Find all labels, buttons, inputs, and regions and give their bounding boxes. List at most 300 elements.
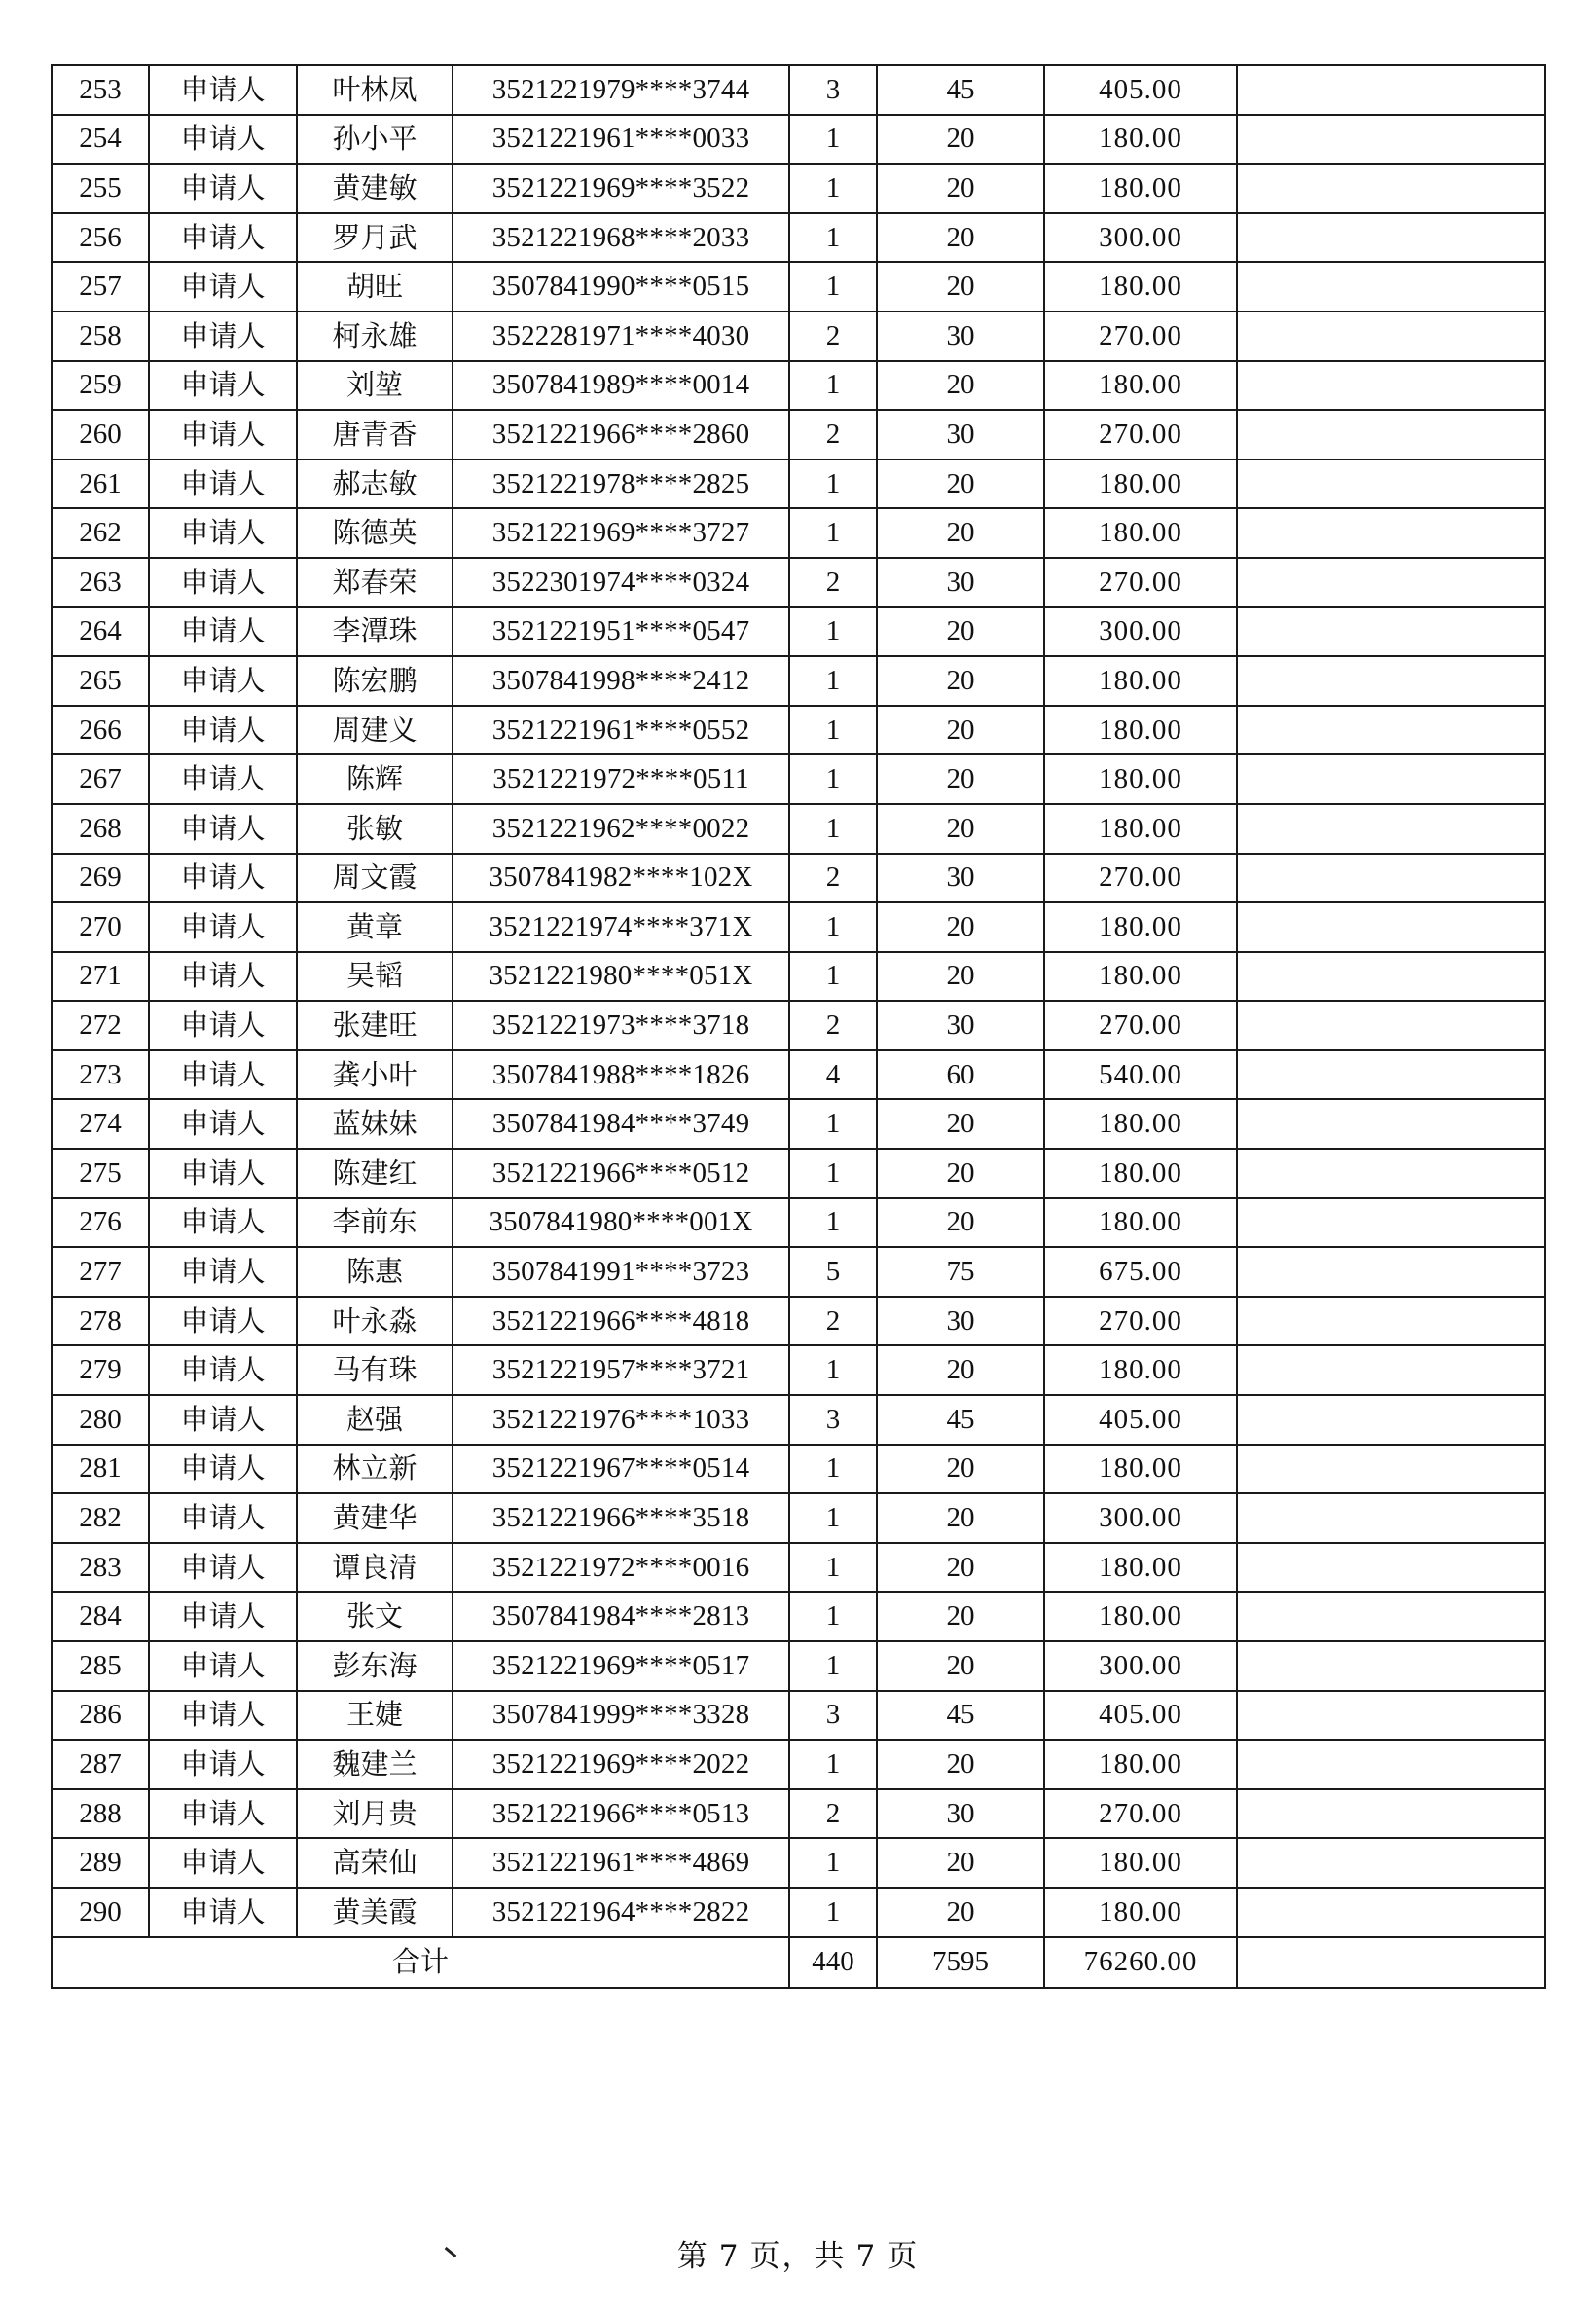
row-role: 申请人 xyxy=(149,1543,297,1593)
row-number: 276 xyxy=(52,1198,149,1248)
row-amount: 180.00 xyxy=(1044,262,1237,312)
row-amount: 300.00 xyxy=(1044,1641,1237,1691)
row-id-number: 3521221967****0514 xyxy=(453,1445,789,1494)
row-amount: 300.00 xyxy=(1044,213,1237,263)
row-role: 申请人 xyxy=(149,1247,297,1297)
row-area: 20 xyxy=(877,164,1044,213)
row-note xyxy=(1237,262,1545,312)
row-id-number: 3507841984****2813 xyxy=(453,1592,789,1641)
row-id-number: 3521221980****051X xyxy=(453,952,789,1002)
row-id-number: 3521221978****2825 xyxy=(453,459,789,509)
row-id-number: 3521221964****2822 xyxy=(453,1888,789,1937)
row-number: 264 xyxy=(52,607,149,657)
row-note xyxy=(1237,1888,1545,1937)
row-id-number: 3521221969****2022 xyxy=(453,1740,789,1789)
row-quantity: 5 xyxy=(789,1247,877,1297)
row-amount: 405.00 xyxy=(1044,1691,1237,1741)
row-number: 286 xyxy=(52,1691,149,1741)
row-name: 蓝妹妹 xyxy=(297,1099,453,1149)
row-quantity: 1 xyxy=(789,952,877,1002)
row-quantity: 2 xyxy=(789,1297,877,1346)
row-id-number: 3507841984****3749 xyxy=(453,1099,789,1149)
row-area: 20 xyxy=(877,459,1044,509)
row-role: 申请人 xyxy=(149,754,297,804)
row-role: 申请人 xyxy=(149,706,297,755)
row-quantity: 1 xyxy=(789,1198,877,1248)
row-name: 马有珠 xyxy=(297,1345,453,1395)
row-quantity: 1 xyxy=(789,164,877,213)
table-row xyxy=(52,656,1545,706)
row-amount: 405.00 xyxy=(1044,1395,1237,1445)
row-amount: 270.00 xyxy=(1044,312,1237,361)
row-id-number: 3522281971****4030 xyxy=(453,312,789,361)
row-number: 254 xyxy=(52,115,149,165)
row-note xyxy=(1237,952,1545,1002)
row-number: 282 xyxy=(52,1493,149,1543)
row-number: 268 xyxy=(52,804,149,854)
row-area: 45 xyxy=(877,65,1044,115)
row-note xyxy=(1237,164,1545,213)
table-row xyxy=(52,508,1545,558)
row-area: 75 xyxy=(877,1247,1044,1297)
row-quantity: 1 xyxy=(789,607,877,657)
row-amount: 270.00 xyxy=(1044,410,1237,459)
row-number: 266 xyxy=(52,706,149,755)
row-quantity: 2 xyxy=(789,558,877,607)
table-row xyxy=(52,706,1545,755)
row-amount: 180.00 xyxy=(1044,1592,1237,1641)
row-area: 20 xyxy=(877,656,1044,706)
row-role: 申请人 xyxy=(149,1641,297,1691)
row-number: 284 xyxy=(52,1592,149,1641)
row-name: 陈建红 xyxy=(297,1149,453,1198)
row-amount: 180.00 xyxy=(1044,706,1237,755)
row-role: 申请人 xyxy=(149,1691,297,1741)
row-area: 20 xyxy=(877,902,1044,952)
row-amount: 180.00 xyxy=(1044,508,1237,558)
row-id-number: 3521221966****3518 xyxy=(453,1493,789,1543)
row-quantity: 1 xyxy=(789,1838,877,1888)
row-number: 278 xyxy=(52,1297,149,1346)
row-amount: 180.00 xyxy=(1044,1345,1237,1395)
row-name: 王婕 xyxy=(297,1691,453,1741)
row-name: 孙小平 xyxy=(297,115,453,165)
row-number: 289 xyxy=(52,1838,149,1888)
table-row xyxy=(52,312,1545,361)
table-row xyxy=(52,1493,1545,1543)
row-note xyxy=(1237,115,1545,165)
row-note xyxy=(1237,1445,1545,1494)
row-area: 30 xyxy=(877,1789,1044,1839)
row-area: 20 xyxy=(877,361,1044,411)
row-note xyxy=(1237,902,1545,952)
row-quantity: 2 xyxy=(789,312,877,361)
row-number: 259 xyxy=(52,361,149,411)
table-row xyxy=(52,1740,1545,1789)
row-id-number: 3521221966****0512 xyxy=(453,1149,789,1198)
row-note xyxy=(1237,706,1545,755)
row-role: 申请人 xyxy=(149,115,297,165)
row-number: 281 xyxy=(52,1445,149,1494)
row-role: 申请人 xyxy=(149,1493,297,1543)
row-id-number: 3521221957****3721 xyxy=(453,1345,789,1395)
table-row xyxy=(52,558,1545,607)
row-amount: 180.00 xyxy=(1044,1149,1237,1198)
total-amount: 76260.00 xyxy=(1044,1937,1237,1988)
row-number: 274 xyxy=(52,1099,149,1149)
row-role: 申请人 xyxy=(149,459,297,509)
row-note xyxy=(1237,1493,1545,1543)
table-row xyxy=(52,607,1545,657)
row-area: 20 xyxy=(877,213,1044,263)
row-id-number: 3521221969****0517 xyxy=(453,1641,789,1691)
table-row xyxy=(52,65,1545,115)
table-row xyxy=(52,804,1545,854)
row-role: 申请人 xyxy=(149,65,297,115)
row-area: 30 xyxy=(877,410,1044,459)
row-note xyxy=(1237,1099,1545,1149)
row-name: 高荣仙 xyxy=(297,1838,453,1888)
table-row xyxy=(52,213,1545,263)
row-quantity: 3 xyxy=(789,65,877,115)
table-row xyxy=(52,854,1545,903)
row-id-number: 3507841982****102X xyxy=(453,854,789,903)
row-quantity: 1 xyxy=(789,1445,877,1494)
row-number: 255 xyxy=(52,164,149,213)
row-note xyxy=(1237,1641,1545,1691)
row-id-number: 3521221966****2860 xyxy=(453,410,789,459)
row-amount: 180.00 xyxy=(1044,1838,1237,1888)
row-name: 吴韬 xyxy=(297,952,453,1002)
row-number: 262 xyxy=(52,508,149,558)
table-row xyxy=(52,1050,1545,1100)
row-number: 257 xyxy=(52,262,149,312)
row-role: 申请人 xyxy=(149,262,297,312)
row-note xyxy=(1237,1691,1545,1741)
row-number: 287 xyxy=(52,1740,149,1789)
table-row xyxy=(52,1345,1545,1395)
row-amount: 405.00 xyxy=(1044,65,1237,115)
row-note xyxy=(1237,1740,1545,1789)
row-id-number: 3521221961****4869 xyxy=(453,1838,789,1888)
row-amount: 180.00 xyxy=(1044,754,1237,804)
row-note xyxy=(1237,1345,1545,1395)
row-role: 申请人 xyxy=(149,164,297,213)
row-number: 267 xyxy=(52,754,149,804)
row-note xyxy=(1237,1149,1545,1198)
row-role: 申请人 xyxy=(149,1445,297,1494)
row-quantity: 1 xyxy=(789,1345,877,1395)
row-id-number: 3521221974****371X xyxy=(453,902,789,952)
row-area: 45 xyxy=(877,1395,1044,1445)
row-quantity: 2 xyxy=(789,854,877,903)
row-number: 288 xyxy=(52,1789,149,1839)
row-id-number: 3521221968****2033 xyxy=(453,213,789,263)
row-note xyxy=(1237,213,1545,263)
row-name: 叶林凤 xyxy=(297,65,453,115)
row-quantity: 1 xyxy=(789,1740,877,1789)
row-note xyxy=(1237,1543,1545,1593)
row-id-number: 3521221973****3718 xyxy=(453,1001,789,1050)
row-amount: 270.00 xyxy=(1044,1001,1237,1050)
row-name: 龚小叶 xyxy=(297,1050,453,1100)
row-name: 张建旺 xyxy=(297,1001,453,1050)
row-id-number: 3521221972****0016 xyxy=(453,1543,789,1593)
row-note xyxy=(1237,754,1545,804)
row-id-number: 3521221962****0022 xyxy=(453,804,789,854)
row-area: 20 xyxy=(877,1493,1044,1543)
row-quantity: 1 xyxy=(789,1592,877,1641)
row-id-number: 3522301974****0324 xyxy=(453,558,789,607)
table-row xyxy=(52,1247,1545,1297)
row-note xyxy=(1237,1789,1545,1839)
row-quantity: 1 xyxy=(789,1543,877,1593)
row-quantity: 2 xyxy=(789,1789,877,1839)
row-quantity: 1 xyxy=(789,508,877,558)
row-role: 申请人 xyxy=(149,1838,297,1888)
row-note xyxy=(1237,1247,1545,1297)
row-note xyxy=(1237,361,1545,411)
row-note xyxy=(1237,1395,1545,1445)
row-number: 261 xyxy=(52,459,149,509)
table-row xyxy=(52,1789,1545,1839)
row-id-number: 3521221966****0513 xyxy=(453,1789,789,1839)
row-amount: 270.00 xyxy=(1044,1789,1237,1839)
table-row xyxy=(52,1888,1545,1937)
row-role: 申请人 xyxy=(149,1001,297,1050)
row-number: 270 xyxy=(52,902,149,952)
row-role: 申请人 xyxy=(149,952,297,1002)
row-id-number: 3521221969****3727 xyxy=(453,508,789,558)
row-id-number: 3507841999****3328 xyxy=(453,1691,789,1741)
table-row xyxy=(52,1445,1545,1494)
row-quantity: 1 xyxy=(789,902,877,952)
row-amount: 180.00 xyxy=(1044,656,1237,706)
row-name: 陈惠 xyxy=(297,1247,453,1297)
row-note xyxy=(1237,1297,1545,1346)
row-area: 20 xyxy=(877,1099,1044,1149)
row-note xyxy=(1237,410,1545,459)
row-name: 李潭珠 xyxy=(297,607,453,657)
row-amount: 180.00 xyxy=(1044,1198,1237,1248)
row-quantity: 1 xyxy=(789,754,877,804)
table-row xyxy=(52,1149,1545,1198)
roster-body xyxy=(52,65,1545,1937)
row-note xyxy=(1237,65,1545,115)
row-quantity: 3 xyxy=(789,1691,877,1741)
row-area: 20 xyxy=(877,1838,1044,1888)
row-role: 申请人 xyxy=(149,1149,297,1198)
row-quantity: 1 xyxy=(789,1099,877,1149)
row-id-number: 3521221961****0552 xyxy=(453,706,789,755)
table-row xyxy=(52,262,1545,312)
row-name: 赵强 xyxy=(297,1395,453,1445)
row-id-number: 3521221976****1033 xyxy=(453,1395,789,1445)
row-name: 张文 xyxy=(297,1592,453,1641)
row-role: 申请人 xyxy=(149,1345,297,1395)
row-amount: 180.00 xyxy=(1044,1099,1237,1149)
row-note xyxy=(1237,804,1545,854)
row-role: 申请人 xyxy=(149,1198,297,1248)
row-area: 30 xyxy=(877,854,1044,903)
row-number: 277 xyxy=(52,1247,149,1297)
row-area: 20 xyxy=(877,115,1044,165)
row-amount: 300.00 xyxy=(1044,607,1237,657)
row-quantity: 3 xyxy=(789,1395,877,1445)
row-name: 周文霞 xyxy=(297,854,453,903)
row-id-number: 3507841991****3723 xyxy=(453,1247,789,1297)
row-name: 彭东海 xyxy=(297,1641,453,1691)
row-quantity: 1 xyxy=(789,804,877,854)
row-amount: 180.00 xyxy=(1044,1888,1237,1937)
table-row xyxy=(52,410,1545,459)
total-area: 7595 xyxy=(877,1937,1044,1988)
row-amount: 180.00 xyxy=(1044,1445,1237,1494)
row-note xyxy=(1237,607,1545,657)
row-name: 黄建华 xyxy=(297,1493,453,1543)
row-area: 30 xyxy=(877,1001,1044,1050)
roster-table xyxy=(51,64,1546,1989)
row-id-number: 3521221979****3744 xyxy=(453,65,789,115)
row-amount: 180.00 xyxy=(1044,1543,1237,1593)
row-amount: 180.00 xyxy=(1044,361,1237,411)
row-role: 申请人 xyxy=(149,1740,297,1789)
row-amount: 180.00 xyxy=(1044,952,1237,1002)
table-row xyxy=(52,459,1545,509)
roster-sheet xyxy=(51,64,1546,1989)
total-qty: 440 xyxy=(789,1937,877,1988)
row-number: 279 xyxy=(52,1345,149,1395)
row-number: 275 xyxy=(52,1149,149,1198)
row-area: 20 xyxy=(877,1592,1044,1641)
row-role: 申请人 xyxy=(149,607,297,657)
row-number: 271 xyxy=(52,952,149,1002)
row-quantity: 2 xyxy=(789,410,877,459)
row-area: 20 xyxy=(877,1345,1044,1395)
row-area: 60 xyxy=(877,1050,1044,1100)
table-row xyxy=(52,1641,1545,1691)
row-role: 申请人 xyxy=(149,1050,297,1100)
table-row xyxy=(52,1838,1545,1888)
row-area: 20 xyxy=(877,1198,1044,1248)
table-row xyxy=(52,361,1545,411)
table-row xyxy=(52,952,1545,1002)
row-area: 20 xyxy=(877,804,1044,854)
row-number: 260 xyxy=(52,410,149,459)
row-name: 李前东 xyxy=(297,1198,453,1248)
footer-mid: 页，共 xyxy=(749,2239,847,2274)
row-id-number: 3521221966****4818 xyxy=(453,1297,789,1346)
row-role: 申请人 xyxy=(149,1395,297,1445)
row-amount: 180.00 xyxy=(1044,902,1237,952)
row-name: 张敏 xyxy=(297,804,453,854)
row-area: 20 xyxy=(877,1740,1044,1789)
row-area: 30 xyxy=(877,558,1044,607)
row-note xyxy=(1237,508,1545,558)
row-role: 申请人 xyxy=(149,1592,297,1641)
row-amount: 270.00 xyxy=(1044,558,1237,607)
row-name: 郑春荣 xyxy=(297,558,453,607)
table-row xyxy=(52,115,1545,165)
row-name: 刘月贵 xyxy=(297,1789,453,1839)
row-name: 胡旺 xyxy=(297,262,453,312)
row-area: 20 xyxy=(877,262,1044,312)
row-area: 20 xyxy=(877,1445,1044,1494)
row-amount: 180.00 xyxy=(1044,115,1237,165)
row-name: 叶永淼 xyxy=(297,1297,453,1346)
row-quantity: 1 xyxy=(789,262,877,312)
row-quantity: 1 xyxy=(789,1149,877,1198)
row-role: 申请人 xyxy=(149,656,297,706)
row-name: 陈宏鹏 xyxy=(297,656,453,706)
row-role: 申请人 xyxy=(149,1099,297,1149)
row-quantity: 1 xyxy=(789,656,877,706)
row-quantity: 1 xyxy=(789,1493,877,1543)
row-name: 刘堃 xyxy=(297,361,453,411)
row-name: 郝志敏 xyxy=(297,459,453,509)
row-id-number: 3521221969****3522 xyxy=(453,164,789,213)
row-area: 20 xyxy=(877,1543,1044,1593)
row-note xyxy=(1237,1838,1545,1888)
row-area: 20 xyxy=(877,1888,1044,1937)
row-id-number: 3521221961****0033 xyxy=(453,115,789,165)
row-amount: 675.00 xyxy=(1044,1247,1237,1297)
row-amount: 180.00 xyxy=(1044,459,1237,509)
row-name: 黄章 xyxy=(297,902,453,952)
row-number: 273 xyxy=(52,1050,149,1100)
row-amount: 180.00 xyxy=(1044,164,1237,213)
row-note xyxy=(1237,312,1545,361)
row-area: 20 xyxy=(877,754,1044,804)
row-quantity: 1 xyxy=(789,1888,877,1937)
row-area: 30 xyxy=(877,1297,1044,1346)
row-id-number: 3507841998****2412 xyxy=(453,656,789,706)
row-id-number: 3507841989****0014 xyxy=(453,361,789,411)
total-note xyxy=(1237,1937,1545,1988)
row-name: 陈德英 xyxy=(297,508,453,558)
total-row xyxy=(52,1937,1545,1988)
row-id-number: 3507841988****1826 xyxy=(453,1050,789,1100)
row-name: 黄美霞 xyxy=(297,1888,453,1937)
row-number: 263 xyxy=(52,558,149,607)
row-area: 20 xyxy=(877,607,1044,657)
table-row xyxy=(52,1001,1545,1050)
row-quantity: 1 xyxy=(789,1641,877,1691)
row-note xyxy=(1237,1592,1545,1641)
row-quantity: 1 xyxy=(789,115,877,165)
row-role: 申请人 xyxy=(149,410,297,459)
row-area: 45 xyxy=(877,1691,1044,1741)
row-quantity: 4 xyxy=(789,1050,877,1100)
table-row xyxy=(52,1592,1545,1641)
row-amount: 300.00 xyxy=(1044,1493,1237,1543)
row-amount: 270.00 xyxy=(1044,854,1237,903)
row-name: 唐青香 xyxy=(297,410,453,459)
table-row xyxy=(52,902,1545,952)
row-role: 申请人 xyxy=(149,804,297,854)
total-label: 合计 xyxy=(52,1937,789,1988)
row-number: 283 xyxy=(52,1543,149,1593)
row-area: 20 xyxy=(877,952,1044,1002)
row-name: 魏建兰 xyxy=(297,1740,453,1789)
row-name: 陈辉 xyxy=(297,754,453,804)
row-note xyxy=(1237,1001,1545,1050)
row-quantity: 1 xyxy=(789,361,877,411)
table-row xyxy=(52,1395,1545,1445)
row-number: 272 xyxy=(52,1001,149,1050)
row-number: 290 xyxy=(52,1888,149,1937)
table-row xyxy=(52,1297,1545,1346)
